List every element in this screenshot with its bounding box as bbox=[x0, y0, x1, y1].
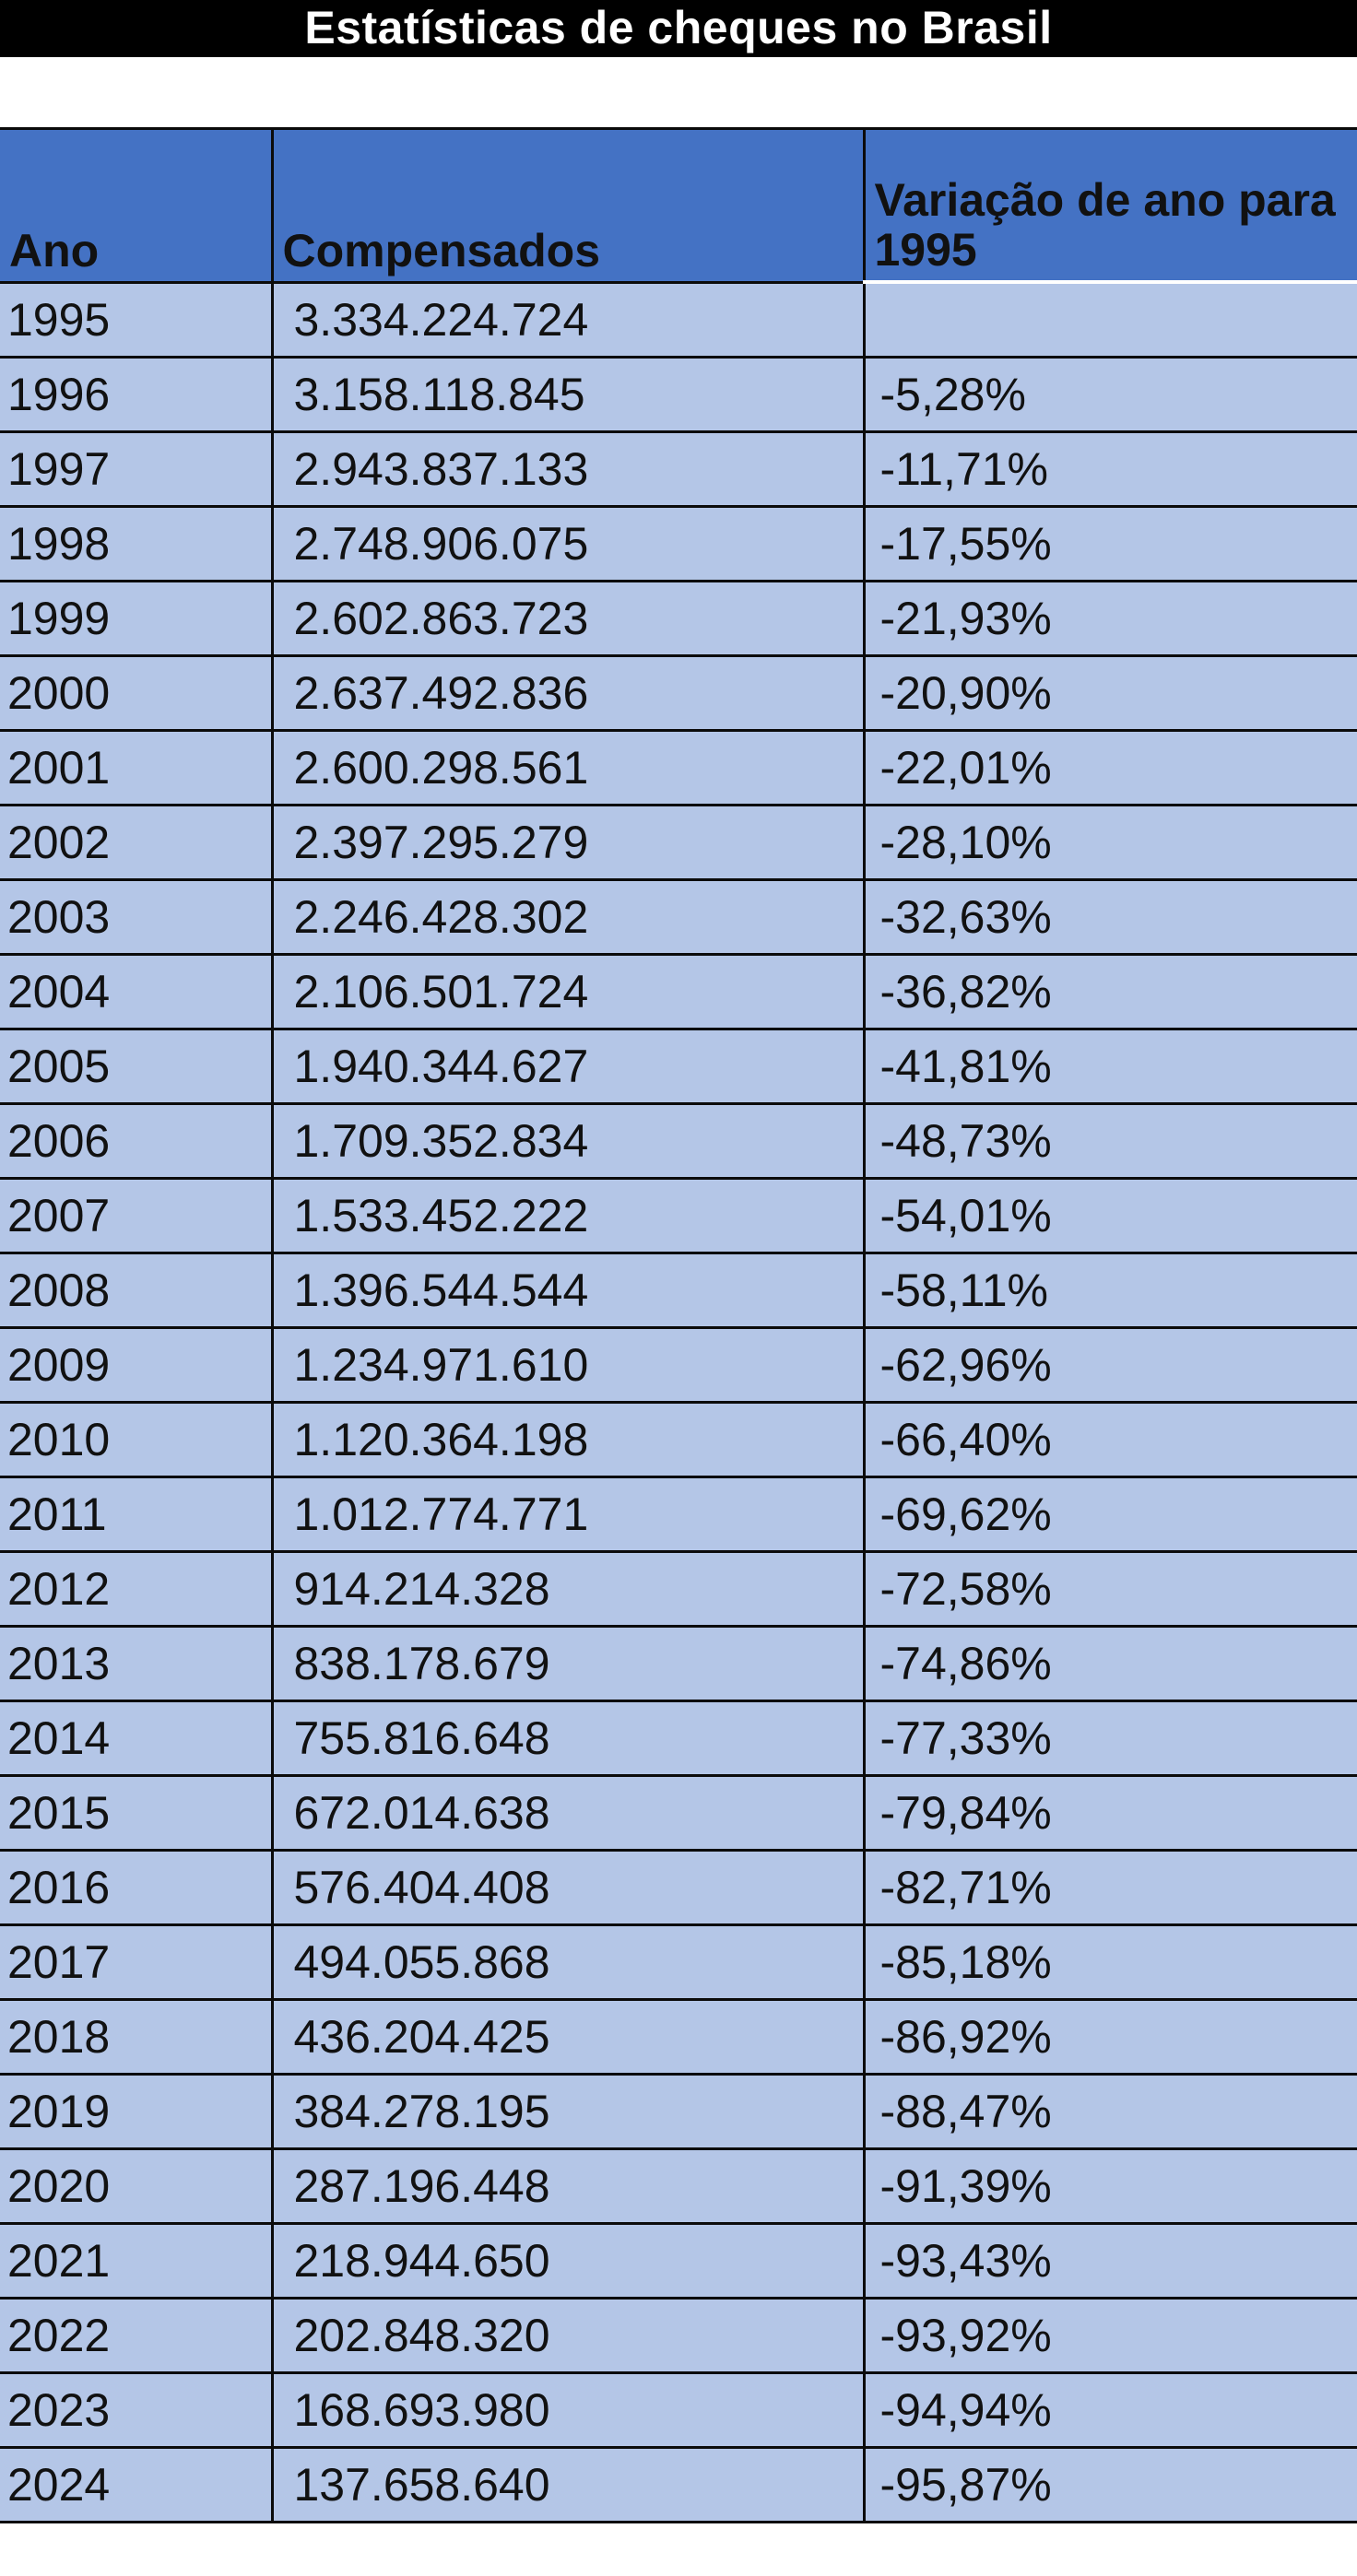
cell-ano[interactable]: 1999 bbox=[0, 582, 272, 656]
cell-ano[interactable]: 2018 bbox=[0, 2000, 272, 2075]
cell-ano[interactable]: 2005 bbox=[0, 1029, 272, 1104]
cell-ano[interactable]: 2019 bbox=[0, 2075, 272, 2149]
cell-ano[interactable]: 1998 bbox=[0, 507, 272, 582]
cell-ano[interactable]: 2015 bbox=[0, 1776, 272, 1851]
cell-compensados[interactable]: 3.158.118.845 bbox=[272, 358, 864, 432]
table-row bbox=[0, 955, 1357, 1029]
cell-ano[interactable]: 1996 bbox=[0, 358, 272, 432]
cell-compensados[interactable]: 1.533.452.222 bbox=[272, 1179, 864, 1253]
cell-variacao[interactable]: -11,71% bbox=[864, 432, 1357, 507]
cell-ano[interactable]: 2022 bbox=[0, 2299, 272, 2373]
table-row bbox=[0, 656, 1357, 731]
table-row bbox=[0, 1627, 1357, 1701]
table-row bbox=[0, 1851, 1357, 1925]
table-row bbox=[0, 582, 1357, 656]
cell-compensados[interactable]: 1.396.544.544 bbox=[272, 1253, 864, 1328]
cell-variacao[interactable]: -82,71% bbox=[864, 1851, 1357, 1925]
cell-variacao[interactable]: -93,43% bbox=[864, 2224, 1357, 2299]
cell-ano[interactable]: 2003 bbox=[0, 880, 272, 955]
cell-compensados[interactable]: 1.940.344.627 bbox=[272, 1029, 864, 1104]
cell-variacao[interactable]: -72,58% bbox=[864, 1552, 1357, 1627]
cell-ano[interactable]: 2017 bbox=[0, 1925, 272, 2000]
cell-compensados[interactable]: 168.693.980 bbox=[272, 2373, 864, 2448]
header-ano[interactable]: Ano bbox=[0, 129, 272, 283]
cell-ano[interactable]: 2014 bbox=[0, 1701, 272, 1776]
cell-ano[interactable]: 2011 bbox=[0, 1477, 272, 1552]
cell-variacao[interactable]: -20,90% bbox=[864, 656, 1357, 731]
table-row bbox=[0, 1552, 1357, 1627]
cell-ano[interactable]: 2012 bbox=[0, 1552, 272, 1627]
table-row bbox=[0, 2149, 1357, 2224]
table-row bbox=[0, 2224, 1357, 2299]
table-row bbox=[0, 2075, 1357, 2149]
cell-compensados[interactable]: 137.658.640 bbox=[272, 2448, 864, 2523]
cell-variacao[interactable] bbox=[864, 282, 1357, 358]
cell-compensados[interactable]: 1.709.352.834 bbox=[272, 1104, 864, 1179]
table-row bbox=[0, 1403, 1357, 1477]
cell-compensados[interactable]: 2.748.906.075 bbox=[272, 507, 864, 582]
table-row bbox=[0, 1477, 1357, 1552]
cell-ano[interactable]: 1995 bbox=[0, 282, 272, 358]
cell-variacao[interactable]: -62,96% bbox=[864, 1328, 1357, 1403]
cell-compensados[interactable]: 755.816.648 bbox=[272, 1701, 864, 1776]
cell-compensados[interactable]: 2.397.295.279 bbox=[272, 806, 864, 880]
cell-compensados[interactable]: 914.214.328 bbox=[272, 1552, 864, 1627]
cell-ano[interactable]: 2009 bbox=[0, 1328, 272, 1403]
cell-variacao[interactable]: -22,01% bbox=[864, 731, 1357, 806]
cell-ano[interactable]: 2010 bbox=[0, 1403, 272, 1477]
table-row bbox=[0, 507, 1357, 582]
table-row bbox=[0, 880, 1357, 955]
table-row bbox=[0, 1925, 1357, 2000]
cell-compensados[interactable]: 838.178.679 bbox=[272, 1627, 864, 1701]
cell-variacao[interactable]: -17,55% bbox=[864, 507, 1357, 582]
header-variacao[interactable]: Variação de ano para 1995 bbox=[864, 129, 1357, 283]
cell-variacao[interactable]: -79,84% bbox=[864, 1776, 1357, 1851]
table-row bbox=[0, 731, 1357, 806]
cell-ano[interactable]: 2007 bbox=[0, 1179, 272, 1253]
cell-variacao[interactable]: -5,28% bbox=[864, 358, 1357, 432]
table-row bbox=[0, 2448, 1357, 2523]
cell-compensados[interactable]: 2.246.428.302 bbox=[272, 880, 864, 955]
table-row bbox=[0, 1179, 1357, 1253]
cell-ano[interactable]: 2002 bbox=[0, 806, 272, 880]
cell-compensados[interactable]: 576.404.408 bbox=[272, 1851, 864, 1925]
cheques-table bbox=[0, 127, 1357, 2523]
cell-variacao[interactable]: -66,40% bbox=[864, 1403, 1357, 1477]
cell-variacao[interactable]: -74,86% bbox=[864, 1627, 1357, 1701]
cell-variacao[interactable]: -91,39% bbox=[864, 2149, 1357, 2224]
cell-variacao[interactable]: -32,63% bbox=[864, 880, 1357, 955]
table-row bbox=[0, 2299, 1357, 2373]
cell-compensados[interactable]: 218.944.650 bbox=[272, 2224, 864, 2299]
cell-ano[interactable]: 2021 bbox=[0, 2224, 272, 2299]
cell-compensados[interactable]: 1.012.774.771 bbox=[272, 1477, 864, 1552]
cell-variacao[interactable]: -48,73% bbox=[864, 1104, 1357, 1179]
table-row bbox=[0, 2000, 1357, 2075]
cell-ano[interactable]: 2001 bbox=[0, 731, 272, 806]
table-row bbox=[0, 1701, 1357, 1776]
cell-compensados[interactable]: 2.943.837.133 bbox=[272, 432, 864, 507]
cell-variacao[interactable]: -85,18% bbox=[864, 1925, 1357, 2000]
cell-variacao[interactable]: -36,82% bbox=[864, 955, 1357, 1029]
cell-compensados[interactable]: 2.637.492.836 bbox=[272, 656, 864, 731]
cell-ano[interactable]: 2008 bbox=[0, 1253, 272, 1328]
cell-variacao[interactable]: -58,11% bbox=[864, 1253, 1357, 1328]
cell-compensados[interactable]: 2.602.863.723 bbox=[272, 582, 864, 656]
table-row bbox=[0, 1029, 1357, 1104]
cell-compensados[interactable]: 3.334.224.724 bbox=[272, 282, 864, 358]
cell-variacao[interactable]: -77,33% bbox=[864, 1701, 1357, 1776]
cell-compensados[interactable]: 1.120.364.198 bbox=[272, 1403, 864, 1477]
cell-ano[interactable]: 2023 bbox=[0, 2373, 272, 2448]
cell-ano[interactable]: 2016 bbox=[0, 1851, 272, 1925]
table-row bbox=[0, 358, 1357, 432]
table-row bbox=[0, 1253, 1357, 1328]
cell-variacao[interactable]: -93,92% bbox=[864, 2299, 1357, 2373]
cell-compensados[interactable]: 2.106.501.724 bbox=[272, 955, 864, 1029]
cell-ano[interactable]: 2000 bbox=[0, 656, 272, 731]
cell-variacao[interactable]: -28,10% bbox=[864, 806, 1357, 880]
header-row bbox=[0, 129, 1357, 283]
table-row bbox=[0, 432, 1357, 507]
cell-ano[interactable]: 2004 bbox=[0, 955, 272, 1029]
cell-ano[interactable]: 1997 bbox=[0, 432, 272, 507]
table-row bbox=[0, 1776, 1357, 1851]
table-row bbox=[0, 282, 1357, 358]
cell-compensados[interactable]: 494.055.868 bbox=[272, 1925, 864, 2000]
cell-compensados[interactable]: 1.234.971.610 bbox=[272, 1328, 864, 1403]
cell-ano[interactable]: 2020 bbox=[0, 2149, 272, 2224]
cell-compensados[interactable]: 202.848.320 bbox=[272, 2299, 864, 2373]
header-compensados[interactable]: Compensados bbox=[272, 129, 864, 283]
cell-ano[interactable]: 2024 bbox=[0, 2448, 272, 2523]
table-row bbox=[0, 1328, 1357, 1403]
cell-variacao[interactable]: -94,94% bbox=[864, 2373, 1357, 2448]
cell-compensados[interactable]: 384.278.195 bbox=[272, 2075, 864, 2149]
sheet-title: Estatísticas de cheques no Brasil bbox=[0, 0, 1357, 57]
cell-compensados[interactable]: 287.196.448 bbox=[272, 2149, 864, 2224]
cell-ano[interactable]: 2006 bbox=[0, 1104, 272, 1179]
cell-ano[interactable]: 2013 bbox=[0, 1627, 272, 1701]
cell-variacao[interactable]: -41,81% bbox=[864, 1029, 1357, 1104]
cell-compensados[interactable]: 2.600.298.561 bbox=[272, 731, 864, 806]
table-row bbox=[0, 806, 1357, 880]
cell-variacao[interactable]: -69,62% bbox=[864, 1477, 1357, 1552]
cell-variacao[interactable]: -21,93% bbox=[864, 582, 1357, 656]
table-row bbox=[0, 2373, 1357, 2448]
cell-variacao[interactable]: -88,47% bbox=[864, 2075, 1357, 2149]
cell-compensados[interactable]: 436.204.425 bbox=[272, 2000, 864, 2075]
cell-variacao[interactable]: -86,92% bbox=[864, 2000, 1357, 2075]
cell-compensados[interactable]: 672.014.638 bbox=[272, 1776, 864, 1851]
cell-variacao[interactable]: -54,01% bbox=[864, 1179, 1357, 1253]
table-row bbox=[0, 1104, 1357, 1179]
cell-variacao[interactable]: -95,87% bbox=[864, 2448, 1357, 2523]
